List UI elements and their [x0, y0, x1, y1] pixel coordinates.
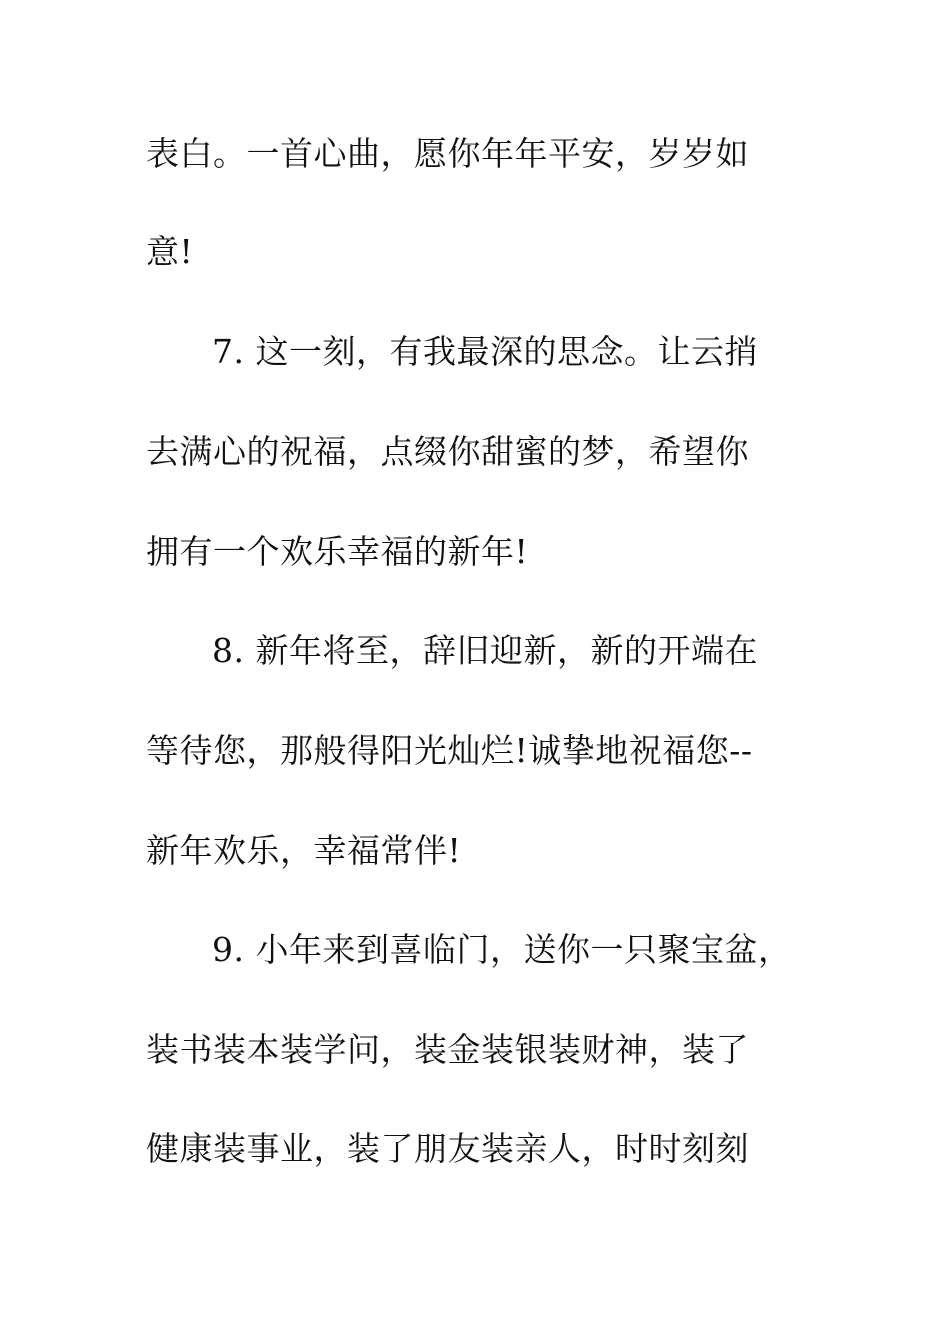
- text-line-8: 新年欢乐，幸福常伴!: [146, 831, 462, 870]
- text-line-4: 去满心的祝福，点缀你甜蜜的梦，希望你: [146, 432, 749, 471]
- text-line-11: 健康装事业，装了朋友装亲人，时时刻刻: [146, 1129, 749, 1168]
- text-line-5: 拥有一个欢乐幸福的新年!: [146, 532, 529, 571]
- text-line-2: 意!: [146, 232, 194, 271]
- text-line-6: 8. 新年将至，辞旧迎新，新的开端在: [212, 631, 758, 670]
- text-line-3: 7. 这一刻，有我最深的思念。让云捎: [212, 332, 758, 371]
- text-line-7: 等待您，那般得阳光灿烂!诚挚地祝福您--: [146, 731, 753, 770]
- text-line-1: 表白。一首心曲，愿你年年平安，岁岁如: [146, 134, 749, 173]
- text-line-10: 装书装本装学问，装金装银装财神，装了: [146, 1030, 749, 1069]
- text-line-9: 9. 小年来到喜临门，送你一只聚宝盆，: [212, 930, 792, 969]
